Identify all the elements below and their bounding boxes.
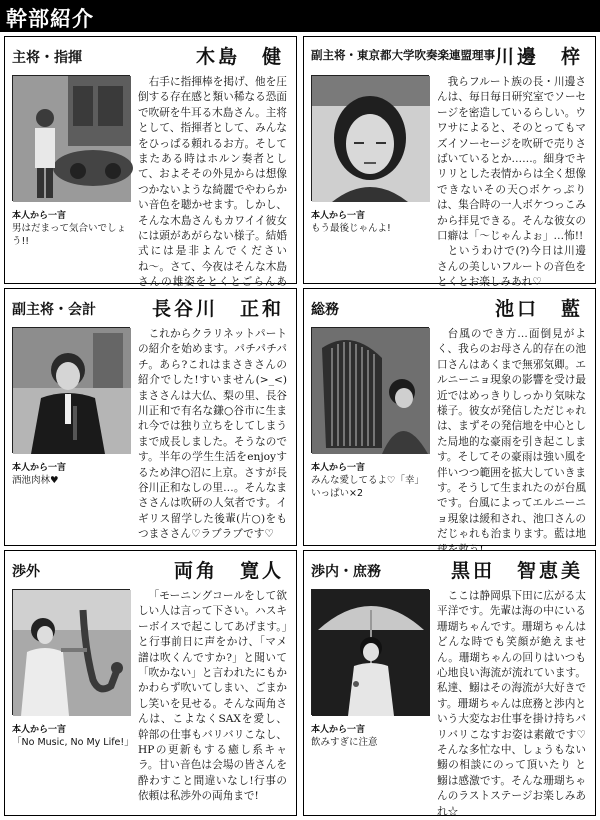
member-role: 総務 — [311, 302, 339, 318]
comment-label: 本人から一言 — [311, 211, 366, 221]
member-comment: 酒池肉林♥ — [12, 475, 59, 486]
person-photo-icon — [12, 75, 130, 201]
member-name: 長谷川 正和 — [151, 298, 284, 320]
bio-paragraph: 台風のでき方…面倒見がよく、我らのお母さん的存在の池口さんはあくまで無邪気卿。エルニーニョ現象の影響を受け最近ではめっきりしっかり気味な様子。彼女が発信しただじゃれは、まずその発信地を中心とした局地的な豪雨を引き起こします。そしてその豪雨は強い風を伴いつつ範囲を拡大していきます。そうして生まれたのが台風です。台風によってエルニーニョ現象は緩和され、池口さんのだじゃれも治まります。藍は地 — [437, 328, 586, 541]
member-role: 渉内・庶務 — [311, 564, 381, 580]
page-title: 幹部紹介 — [6, 7, 94, 31]
member-bio — [437, 589, 586, 820]
member-card-kuroda — [303, 550, 596, 816]
member-name: 木島 健 — [195, 46, 284, 68]
umbrella-photo-icon — [311, 589, 429, 715]
member-role: 副主将・東京都大学吹奏楽連盟理事 — [311, 48, 495, 62]
member-bio — [138, 75, 287, 306]
member-name: 両角 寛人 — [173, 560, 284, 582]
harp-photo-icon — [311, 327, 429, 453]
member-comment: みんな愛してるよ♡「幸」いっぱい×2 — [311, 475, 425, 499]
comment-label: 本人から一言 — [311, 463, 366, 473]
member-role: 渉外 — [12, 564, 40, 580]
member-card-morozumi — [4, 550, 297, 816]
bio-paragraph: 我らフルート族の長・川邊さんは、毎日毎日研究室でソーセージを密造しているらしい。ウワサによると、そのとってもマズイソーセージを吹研で売りさばいているとか……。細身でキリリとした表情からは全く想像できないその天○ボケっぷりは、集合時の一人ボケつっこみから拝見できる。そんな彼女の口癖は「〜じゃんよぉ」…怖!! — [437, 76, 586, 243]
member-bio — [437, 327, 586, 558]
saxophone-photo-icon — [12, 589, 130, 715]
person-photo-icon — [12, 327, 130, 453]
member-bio — [138, 589, 287, 805]
bio-paragraph: 右手に指揮棒を掲げ、他を圧倒する存在感と類い稀なる恐面で吹研を牛耳る木島さん。主将として、指揮者として、みんなをひっぱる頼れるお方。そしてまたある時はホルン奏者として、およそその外見からは想像つかないような綺麗でやわらかい音色を聴かせます。しかし、そんな木島さんもカワイイ彼女には頭があがらない様子。結婚式には是非よんでくださいね〜。さて、今夜はそんな木島さんの雄姿をとくとごらんあ — [138, 76, 287, 289]
member-name: 川邊 梓 — [494, 46, 583, 68]
bio-paragraph: これからクラリネットパートの紹介を始めます。パチパチパチ。あら?これはまさきさんの紹介でした!すいません(>_<)まささんは大仏、梨の里、長谷川正和で有名な鎌○谷市に生まれ今では独り立ちをしてしまうまで成長しました。そうなのです。半年の学生生活をenjoyするため津○沼に上京。さすが長谷川正和なしの里…。そんなまささんは吹研の人気者です。イギリス留学した後輩(片○)をもつまささん♡ラブラブです♡ — [138, 328, 287, 541]
member-bio — [138, 327, 287, 543]
member-comment: もう最後じゃんよ! — [311, 223, 391, 234]
comment-label: 本人から一言 — [12, 463, 67, 473]
member-comment: 「No Music, No My Life!」 — [12, 737, 134, 748]
bio-paragraph: ここは静岡県下田に広がる太平洋です。先輩は海の中にいる珊瑚ちゃんです。珊瑚ちゃんはどんな時でも笑顔が絶えません。珊瑚ちゃんの回りはいつも心地良い海流が流れています。私達、鰯はその海流が大好きです。珊瑚ちゃんは庶務と渉内という大変なお仕事を掛け持ちバリバリこなすお姿は素敵です♡そんな多忙な中、しょうもない鰯の相談にのって頂いたり と鰯は感激です。そんな珊瑚ちゃんのラストステージお楽しみあれ☆ — [437, 590, 586, 818]
bio-paragraph: というわけで(?)今日は川邊さんの美しいフルートの音色をとくとお楽しみあれ♡ — [437, 245, 586, 289]
page-header — [0, 0, 600, 32]
comment-label: 本人から一言 — [12, 725, 67, 735]
comment-label: 本人から一言 — [311, 725, 366, 735]
member-comment: 男はだまって気合いでしょう!! — [12, 223, 127, 247]
member-card-ikeguchi — [303, 288, 596, 546]
member-name: 黒田 智恵美 — [450, 560, 583, 582]
member-role: 主将・指揮 — [12, 50, 82, 66]
member-name: 池口 藍 — [494, 298, 583, 320]
member-bio — [437, 75, 586, 291]
member-card-kawabe — [303, 36, 596, 289]
member-comment: 飲みすぎに注意 — [311, 737, 378, 748]
person-photo-icon — [311, 75, 429, 201]
member-card-hasegawa — [4, 288, 297, 546]
member-role: 副主将・会計 — [12, 302, 96, 318]
comment-label: 本人から一言 — [12, 211, 67, 221]
bio-paragraph: 「モーニングコールをして欲しい人は言って下さい。ハスキーボイスで起こしてあげます。」と行事前日に声をかけ、「マメ譜は吹くんですか?」と聞いて「吹かない」と言われたにもかかわらず吹いてしまい、ごまかし笑いを見せる。そんな両角さんは、こよなくSAXを愛し、幹部の仕事もバリバリこなし、HPの更新もする癒し系キャラ。甘い音色は会場の皆さんを酔わすこと間違いなし!行事の依頼は私渉外の両角まで! — [138, 590, 287, 803]
member-card-kijima — [4, 36, 297, 289]
